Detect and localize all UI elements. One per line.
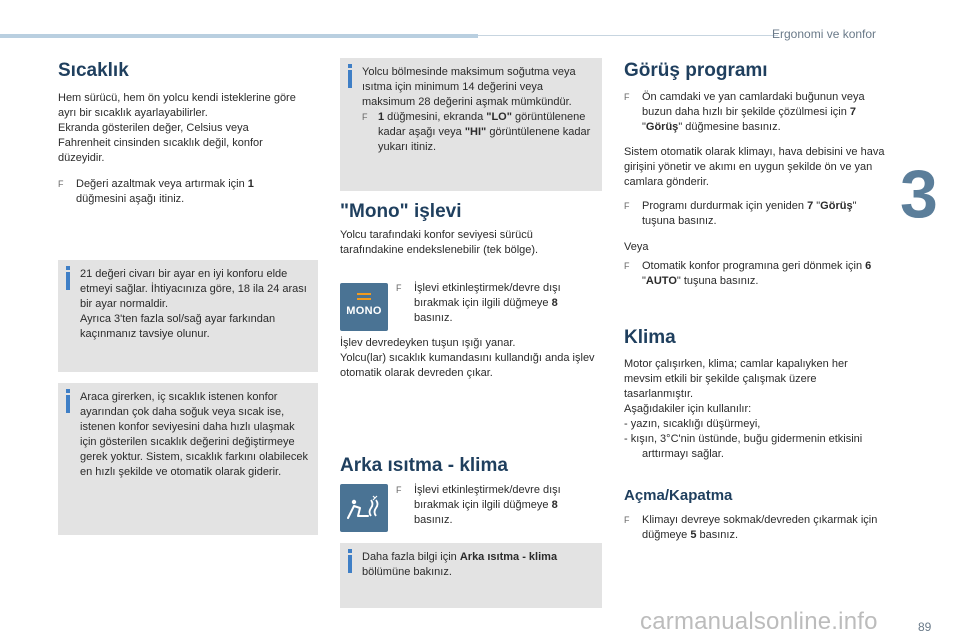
klima-para: Motor çalışırken, klima; camlar kapalıyken her mevsim etkili bir şekilde çalışmak üzere tasarlanmıştır. Aşağıdakiler için kullanılır:: [624, 358, 848, 415]
visibility-bullet-3: F Otomatik konfor programına geri dönmek için 6 "AUTO" tuşuna basınız.: [624, 260, 872, 287]
chapter-number: 3: [900, 156, 938, 232]
mono-button-icon: MONO: [340, 283, 388, 331]
visibility-bullet-1: F Ön camdaki ve yan camlardaki buğunun veya buzun daha hızlı bir şekilde çözülmesi için 7 "Görüş" düğmesine basınız.: [624, 91, 865, 133]
header-accent-bar: [0, 34, 478, 38]
visibility-para: Sistem otomatik olarak klimayı, hava debisini ve hava girişini yönetir ve akımı en uygun şekilde ön ve yan camlara gönderir.: [624, 146, 885, 188]
watermark: carmanualsonline.info: [640, 608, 878, 635]
info-icon: [66, 395, 70, 413]
title-visibility: Görüş programı: [624, 60, 768, 81]
mono-note: İşlev devredeyken tuşun ışığı yanar. Yolcu(lar) sıcaklık kumandasını kullandığı anda işlev otomatik olarak devreden çıkar.: [340, 337, 595, 379]
rear-climate-button-icon: [340, 484, 388, 532]
klima-list-item: - kışın, 3°C'nin üstünde, buğu gidermenin etkisini arttırmayı sağlar.: [624, 433, 863, 460]
onoff-bullet: F Klimayı devreye sokmak/devreden çıkarmak için düğmeye 5 basınız.: [624, 514, 878, 541]
info-icon: [66, 272, 70, 290]
section-header: Ergonomi ve konfor: [772, 27, 877, 41]
rear-seat-climate-icon: [340, 484, 388, 532]
info-box-rear: Daha fazla bilgi için Arka ısıtma - klima bölümüne bakınız.: [340, 543, 602, 608]
mono-bullet: F İşlevi etkinleştirmek/devre dışı bırakmak için ilgili düğmeye 8 basınız.: [396, 282, 561, 324]
page-number: 89: [918, 620, 932, 634]
sicaklik-bullet: F Değeri azaltmak veya artırmak için 1 düğmesini aşağı itiniz.: [58, 178, 254, 205]
title-sicaklik: Sıcaklık: [58, 60, 129, 81]
veya-text: Veya: [624, 241, 649, 253]
title-onoff: Açma/Kapatma: [624, 487, 733, 504]
info-icon: [348, 555, 352, 573]
title-rear: Arka ısıtma - klima: [340, 455, 508, 476]
title-mono: "Mono" işlevi: [340, 201, 462, 222]
info-icon: [348, 70, 352, 88]
klima-list-item: - yazın, sıcaklığı düşürmeyi,: [624, 418, 761, 430]
sicaklik-intro: Hem sürücü, hem ön yolcu kendi isteklerine göre ayrı bir sıcaklık ayarlayabilirler. Ekranda gösterilen değer, Celsius veya Fahrenheit cinsinden sıcaklık değil, konfor düzeyidir.: [58, 92, 296, 164]
info-box-minmax: Yolcu bölmesinde maksimum soğutma veya ısıtma için minimum 14 değerini veya maksimum 28 değerini aşmak mümkündür. F 1 düğmesini, ekranda "LO" görüntülenene kadar aşağı veya "HI" görüntülenene kadar yukarı itiniz.: [340, 58, 602, 191]
visibility-bullet-2: F Programı durdurmak için yeniden 7 "Görüş" tuşuna basınız.: [624, 200, 857, 227]
title-klima: Klima: [624, 327, 676, 348]
header-rule: [478, 35, 778, 36]
info-box-entry: Araca girerken, iç sıcaklık istenen konfor ayarından çok daha soğuk veya sıcak ise, istenen konfor seviyesini daha hızlı ulaşmak için gösterilen sıcaklık değerini değiştirmeye gerek yoktur. Sistem, sıcaklık farkını olabilecek en hızlı şekilde ve otomatik olarak giderir.: [58, 383, 318, 535]
rear-bullet: F İşlevi etkinleştirmek/devre dışı bırakmak için ilgili düğmeye 8 basınız.: [396, 484, 561, 526]
bullet-marker: F: [58, 179, 64, 189]
mono-intro: Yolcu tarafındaki konfor seviyesi sürücü tarafındakine endekslenebilir (tek bölge).: [340, 229, 539, 256]
info-box-comfort: 21 değeri civarı bir ayar en iyi konforu elde etmeyi sağlar. İhtiyacınıza göre, 18 ila 24 arası bir ayar normaldir. Ayrıca 3'ten fazla sol/sağ ayar farkından kaçınmanız tavsiye olunur.: [58, 260, 318, 372]
